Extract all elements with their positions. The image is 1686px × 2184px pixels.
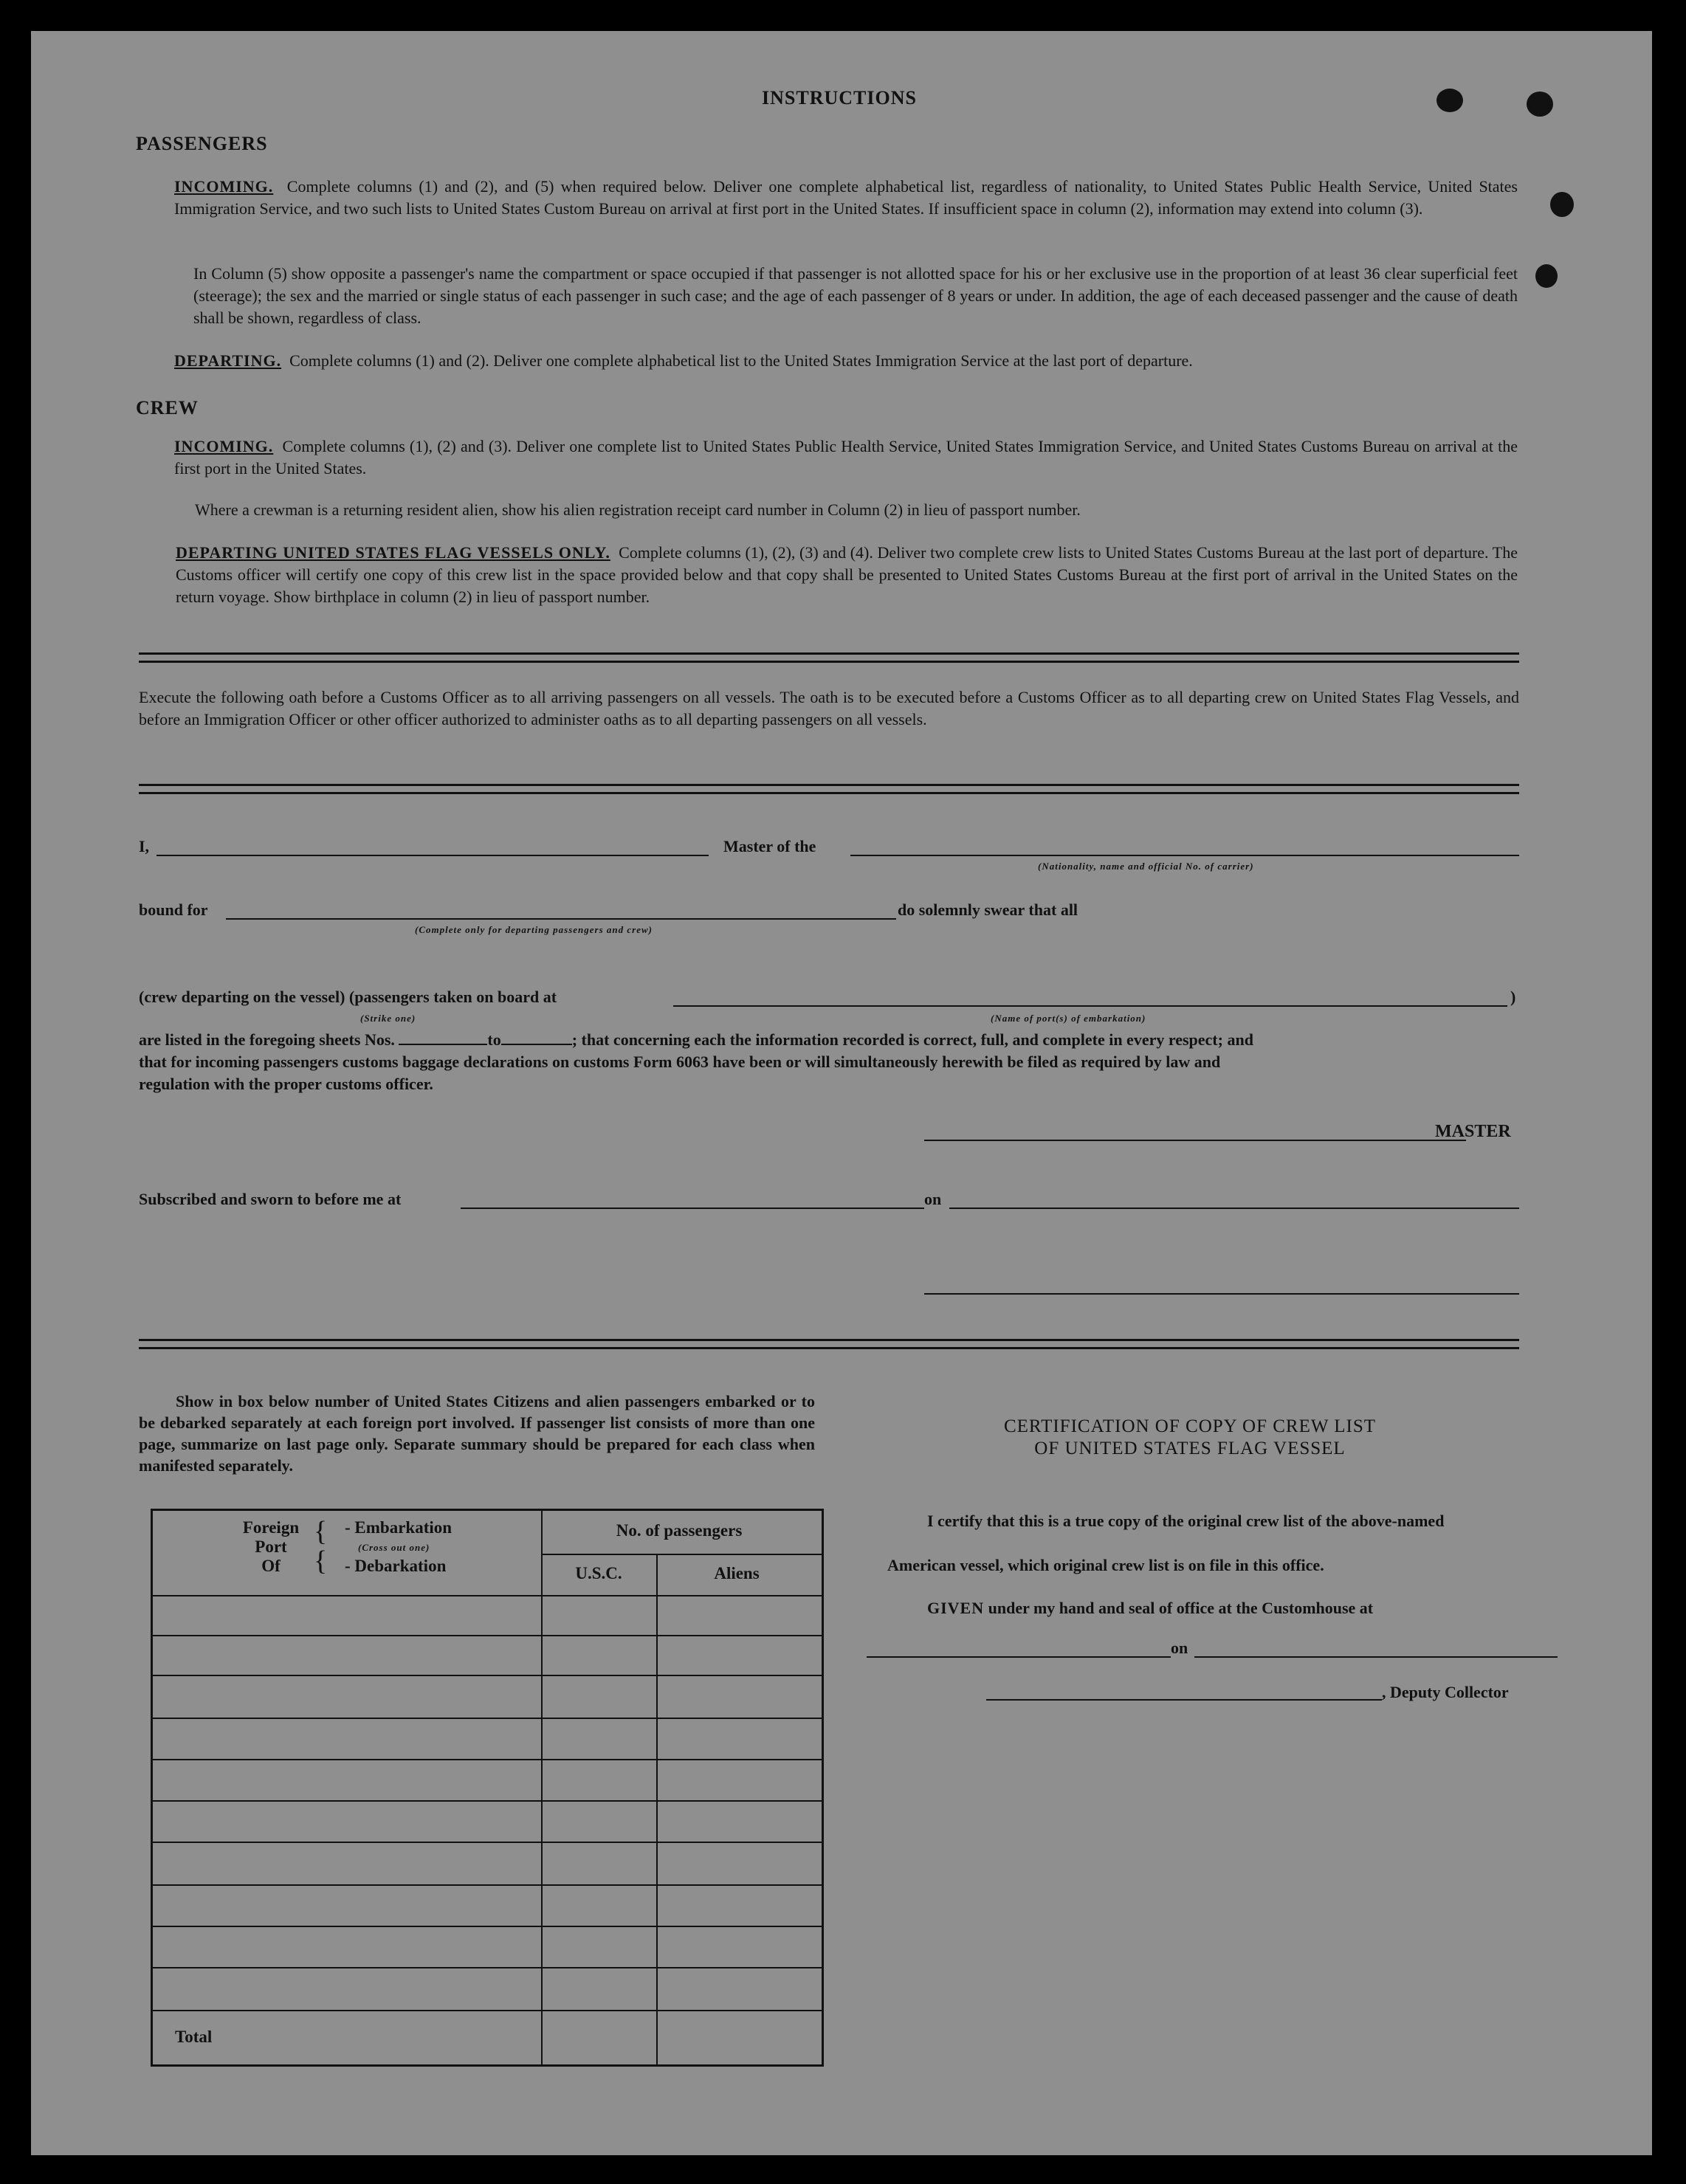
total-label: Total	[175, 2028, 213, 2046]
given-text: under my hand and seal of office at the Customhouse at	[988, 1599, 1374, 1617]
certification-line-3	[927, 1597, 1373, 1619]
crew-departing-label: (crew departing on the vessel) (passengers taken on board at	[139, 988, 557, 1006]
certification-line-1: I certify that this is a true copy of the original crew list of the above-named	[927, 1512, 1445, 1530]
page-title: INSTRUCTIONS	[762, 87, 917, 108]
usc-header: U.S.C.	[575, 1564, 622, 1582]
passengers-incoming-label: INCOMING.	[174, 177, 274, 196]
brace-icon: {	[314, 1516, 328, 1547]
passenger-summary-table	[151, 1509, 824, 2067]
cert-date-field[interactable]	[1194, 1656, 1558, 1658]
sheet-to-field[interactable]	[501, 1030, 572, 1045]
oath-intro: Execute the following oath before a Customs Officer as to all arriving passengers on all vessels. The oath is to be executed before a Customs Officer as to all departing crew on United States Flag Vessels, and before an Immigration Officer or other officer authorized to administer oaths as to all departing passengers on all vessels.	[139, 688, 1519, 728]
bound-for-field[interactable]	[226, 918, 896, 920]
listed-to-label: to	[487, 1030, 501, 1049]
embarkation-label: - Embarkation	[345, 1518, 453, 1537]
carrier-field[interactable]	[850, 855, 1519, 856]
passengers-departing-label: DEPARTING.	[174, 351, 282, 370]
listed-line-1	[139, 1029, 1253, 1051]
officer-signature-field[interactable]	[924, 1293, 1519, 1295]
embarkation-port-field[interactable]	[673, 1005, 1507, 1007]
passengers-departing-text: Complete columns (1) and (2). Deliver one complete alphabetical list to the United States Immigration Service at the last port of departure.	[289, 351, 1193, 370]
deputy-collector-label: , Deputy Collector	[1382, 1683, 1509, 1701]
certification-title-1: CERTIFICATION OF COPY OF CREW LIST	[1003, 1416, 1377, 1436]
master-label: MASTER	[1435, 1122, 1511, 1141]
punch-hole-icon	[1436, 89, 1463, 112]
sworn-place-field[interactable]	[461, 1208, 924, 1209]
given-label: GIVEN	[927, 1599, 985, 1617]
aliens-header: Aliens	[714, 1564, 760, 1582]
cert-on-label: on	[1171, 1639, 1188, 1657]
passengers-incoming-text: Complete columns (1) and (2), and (5) when required below. Deliver one complete alphabetical list, regardless of nationality, to United States Public Health Service, United States Immigration Service, and two such lists to United States Custom Bureau on arrival at first port in the United States. If insufficient space in column (2), information may extend into column (3).	[174, 177, 1518, 218]
bound-hint: (Complete only for departing passengers and crew)	[415, 924, 653, 935]
sworn-date-field[interactable]	[949, 1208, 1519, 1209]
oath-i-label: I,	[139, 837, 150, 855]
crew-incoming-text: Complete columns (1), (2) and (3). Deliver one complete list to United States Public Health Service, United States Immigration Service, and United States Customs Bureau on arrival at the first port in the United States.	[174, 437, 1518, 478]
debarkation-label: - Debarkation	[345, 1557, 447, 1575]
certification-title-2: OF UNITED STATES FLAG VESSEL	[1034, 1439, 1346, 1458]
no-passengers-header: No. of passengers	[616, 1521, 743, 1540]
customhouse-field[interactable]	[867, 1656, 1171, 1658]
master-name-field[interactable]	[156, 855, 709, 856]
swear-label: do solemnly swear that all	[898, 900, 1078, 919]
listed-line-2: that for incoming passengers customs baggage declarations on customs Form 6063 have been or will simultaneously herewith be filed as required by law and	[139, 1053, 1221, 1071]
foreign-label: Foreign	[242, 1518, 300, 1537]
cross-out-hint: (Cross out one)	[358, 1542, 430, 1553]
section-divider	[139, 1339, 1519, 1349]
embark-hint: (Name of port(s) of embarkation)	[991, 1013, 1146, 1024]
crew-departing-text: Complete columns (1), (2), (3) and (4). Deliver two complete crew lists to United States Customs Bureau at the last port of departure. The Customs officer will certify one copy of this crew list in the space provided below and that copy shall be presented to United States Customs Bureau at the first port of arrival in the United States on the return voyage. Show birthplace in column (2) in lieu of passport number.	[176, 543, 1518, 606]
master-signature-field[interactable]	[924, 1140, 1466, 1141]
punch-hole-icon	[1550, 192, 1574, 217]
crew-resident-paragraph: Where a crewman is a returning resident alien, show his alien registration receipt card number in Column (2) in lieu of passport number.	[195, 500, 1081, 519]
listed-label: are listed in the foregoing sheets Nos.	[139, 1030, 395, 1049]
sworn-on-label: on	[924, 1190, 942, 1208]
deputy-collector-field[interactable]	[986, 1699, 1382, 1701]
crew-incoming-paragraph	[174, 435, 1518, 480]
crew-departing-paragraph	[176, 542, 1518, 608]
punch-hole-icon	[1527, 92, 1553, 117]
punch-hole-icon	[1535, 264, 1558, 288]
port-label: Port	[255, 1537, 287, 1556]
passengers-heading: PASSENGERS	[136, 133, 268, 154]
listed-line-3: regulation with the proper customs officer.	[139, 1075, 433, 1093]
section-divider	[139, 652, 1519, 663]
crew-incoming-label: INCOMING.	[174, 437, 274, 455]
brace-icon: {	[314, 1546, 328, 1577]
strike-one-hint: (Strike one)	[360, 1013, 416, 1024]
subscribed-label: Subscribed and sworn to before me at	[139, 1190, 402, 1208]
bound-for-label: bound for	[139, 900, 208, 919]
carrier-hint: (Nationality, name and official No. of carrier)	[1038, 861, 1254, 872]
passengers-departing-paragraph	[174, 350, 1518, 372]
document-page	[31, 31, 1652, 2155]
section-divider	[139, 784, 1519, 794]
summary-instructions: Show in box below number of United States Citizens and alien passengers embarked or to be debarked separately at each foreign port involved. If passenger list consists of more than one page, summarize on last page only. Separate summary should be prepared for each class when manifested separately.	[139, 1392, 815, 1475]
listed-rest: ; that concerning each the information recorded is correct, full, and complete in every respect; and	[571, 1030, 1253, 1049]
certification-line-2: American vessel, which original crew list is on file in this office.	[887, 1556, 1324, 1574]
crew-heading: CREW	[136, 397, 199, 418]
crew-departing-label: DEPARTING UNITED STATES FLAG VESSELS ONLY.	[176, 543, 610, 562]
close-paren: )	[1510, 988, 1516, 1006]
passengers-incoming-paragraph	[174, 176, 1518, 220]
master-of-label: Master of the	[723, 837, 816, 855]
sheet-from-field[interactable]	[399, 1030, 487, 1045]
passengers-column5-paragraph: In Column (5) show opposite a passenger's name the compartment or space occupied if that passenger is not allotted space for his or her exclusive use in the proportion of at least 36 clear superficial feet (steerage); the sex and the married or single status of each passenger in such case; and the age of each passenger of 8 years or under. In addition, the age of each deceased passenger and the cause of death shall be shown, regardless of class.	[193, 264, 1518, 327]
of-label: Of	[261, 1557, 281, 1575]
